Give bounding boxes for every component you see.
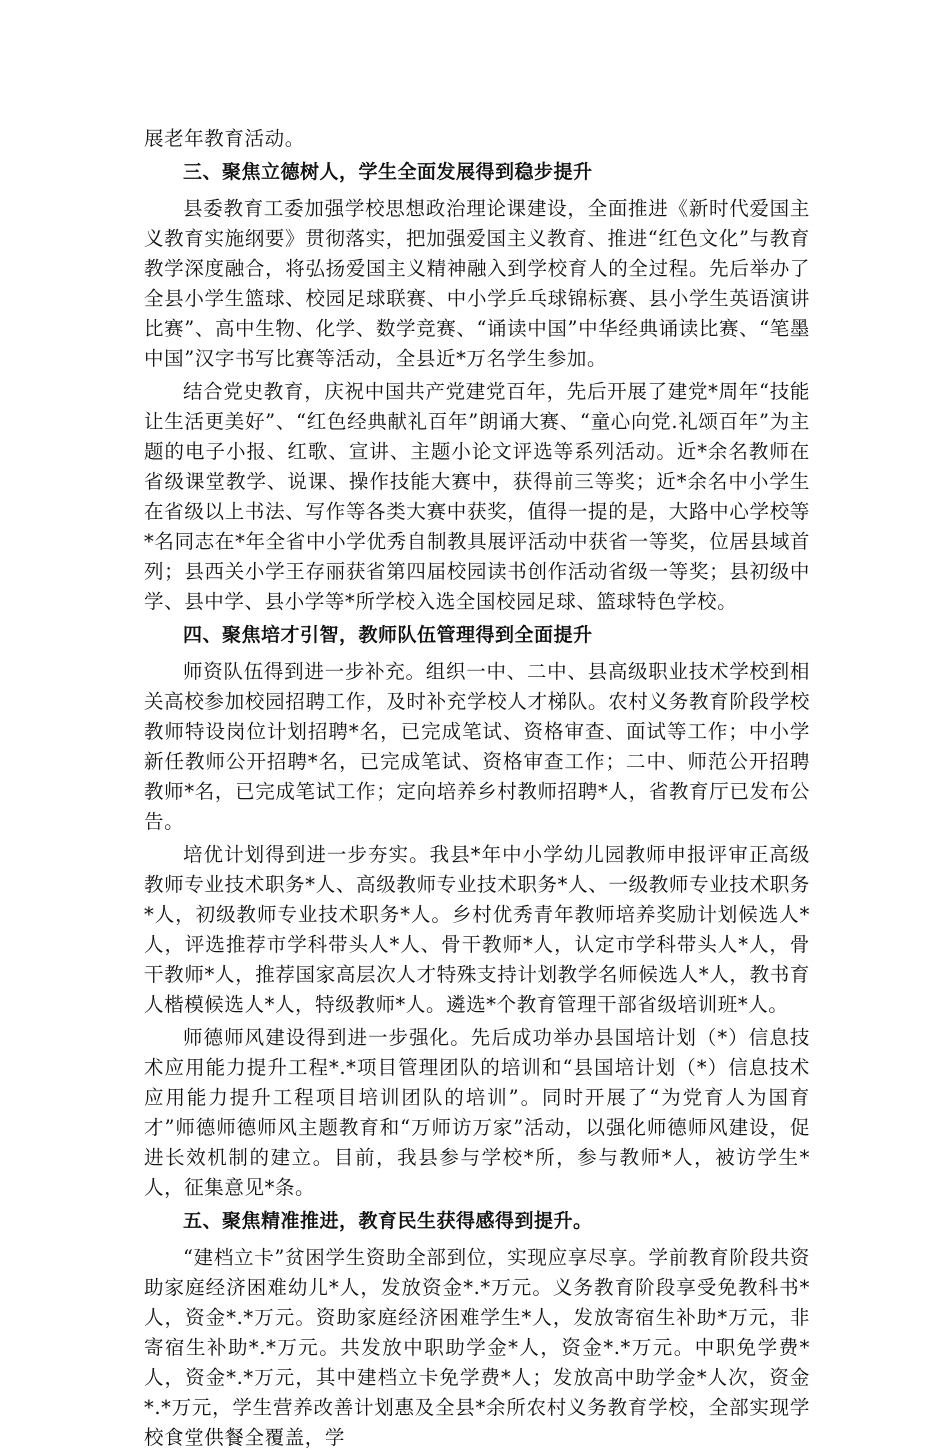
section-heading: 五、聚焦精准推进，教育民生获得感得到提升。 [183,1210,593,1232]
paragraph: “建档立卡”贫困学生资助全部到位，实现应享尽享。学前教育阶段共资助家庭经济困难幼儿*人，发放资金*.*万元。义务教育阶段享受免教科书*人，资金*.*万元。资助家庭经济困难学生*人，发放寄宿生补助*万元，非寄宿生补助*.*万元。共发放中职助学金*人，资金*.*万元。中职免学费*人，资金*.*万元，其中建档立卡免学费*人；发放高中助学金*人次，资金*.*万元，学生营养改善计划惠及全县*余所农村义务教育学校，全部实现学校食堂供餐全覆盖，学 [144,1246,810,1449]
paragraph: 县委教育工委加强学校思想政治理论课建设，全面推进《新时代爱国主义教育实施纲要》贯彻落实，把加强爱国主义教育、推进“红色文化”与教育教学深度融合，将弘扬爱国主义精神融入到学校育人的全过程。先后举办了全县小学生篮球、校园足球联赛、中小学乒乓球锦标赛、县小学生英语演讲比赛”、高中生物、化学、数学竞赛、“诵读中国”中华经典诵读比赛、“笔墨中国”汉字书写比赛等活动，全县近*万名学生参加。 [144,197,810,370]
section-heading: 四、聚焦培才引智，教师队伍管理得到全面提升 [183,624,593,646]
paragraph: 师资队伍得到进一步补充。组织一中、二中、县高级职业技术学校到相关高校参加校园招聘工作，及时补充学校人才梯队。农村义务教育阶段学校教师特设岗位计划招聘*名，已完成笔试、资格审查、面试等工作；中小学新任教师公开招聘*名，已完成笔试、资格审查工作；二中、师范公开招聘教师*名，已完成笔试工作；定向培养乡村教师招聘*人，省教育厅已发布公告。 [144,660,810,833]
paragraph: 师德师风建设得到进一步强化。先后成功举办县国培计划（*）信息技术应用能力提升工程*.*项目管理团队的培训和“县国培计划（*）信息技术应用能力提升工程项目培训团队的培训”。同时开展了“为党育人为国育才”师德师德师风主题教育和“万师访万家”活动，以强化师德师风建设，促进长效机制的建立。目前，我县参与学校*所，参与教师*人，被访学生*人，征集意见*条。 [144,1026,810,1199]
section-heading: 三、聚焦立德树人，学生全面发展得到稳步提升 [183,161,593,183]
paragraph: 培优计划得到进一步夯实。我县*年中小学幼儿园教师申报评审正高级教师专业技术职务*人、高级教师专业技术职务*人、一级教师专业技术职务*人，初级教师专业技术职务*人。乡村优秀青年教师培养奖励计划候选人*人，评选推荐市学科带头人*人、骨干教师*人，认定市学科带头人*人，骨干教师*人，推荐国家高层次人才特殊支持计划教学名师候选人*人，教书育人楷模候选人*人，特级教师*人。遴选*个教育管理干部省级培训班*人。 [144,843,810,1016]
document-body [144,124,810,1456]
paragraph: 展老年教育活动。 [144,127,305,150]
paragraph: 结合党史教育，庆祝中国共产党建党百年，先后开展了建党*周年“技能让生活更美好”、“红色经典献礼百年”朗诵大赛、“童心向党.礼颂百年”为主题的电子小报、红歌、宣讲、主题小论文评选等系列活动。近*余名教师在省级课堂教学、说课、操作技能大赛中，获得前三等奖；近*余名中小学生在省级以上书法、写作等各类大赛中获奖，值得一提的是，大路中心学校等*名同志在*年全省中小学优秀自制教具展评活动中获省一等奖，位居县域首列；县西关小学王存丽获省第四届校园读书创作活动省级一等奖；县初级中学、县中学、县小学等*所学校入选全国校园足球、篮球特色学校。 [144,380,810,613]
